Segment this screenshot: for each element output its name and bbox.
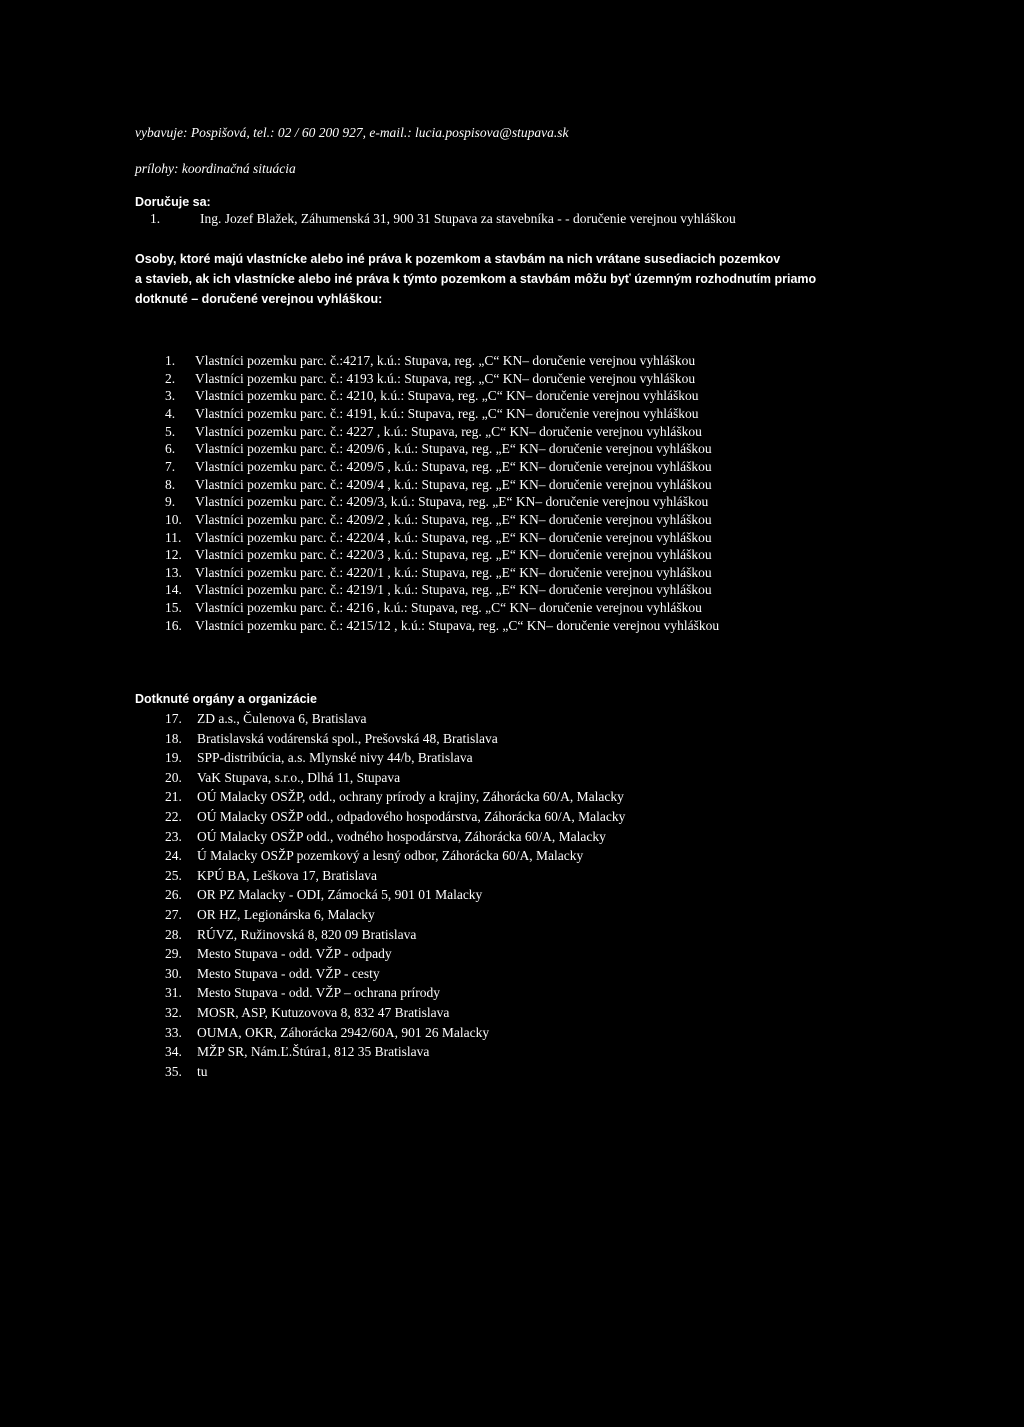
organ-list-item-text: SPP-distribúcia, a.s. Mlynské nivy 44/b, Bratislava: [197, 750, 473, 766]
owner-list-item-text: Vlastníci pozemku parc. č.: 4209/3, k.ú.: Stupava, reg. „E“ KN– doručenie verejnou vyhláškou: [195, 494, 709, 510]
owner-list-item-text: Vlastníci pozemku parc. č.: 4215/12 , k.ú.: Stupava, reg. „C“ KN– doručenie verejnou vyhláškou: [195, 617, 720, 633]
organ-list-item-number: 35.: [165, 1063, 182, 1079]
owner-list-item-text: Vlastníci pozemku parc. č.: 4219/1 , k.ú.: Stupava, reg. „E“ KN– doručenie verejnou vyhláškou: [195, 582, 712, 598]
owner-list-item-number: 3.: [165, 388, 176, 404]
owner-list-item-number: 1.: [165, 353, 176, 368]
organ-list-item-number: 28.: [165, 926, 182, 942]
organ-list-item: [165, 886, 482, 904]
owner-list-item: [165, 387, 699, 405]
owner-list-item-text: Vlastníci pozemku parc. č.: 4209/4 , k.ú.: Stupava, reg. „E“ KN– doručenie verejnou vyhláškou: [195, 476, 712, 492]
organ-list-item: [165, 984, 440, 1002]
owner-list-item-number: 5.: [165, 423, 176, 439]
organ-list-item-number: 22.: [165, 809, 182, 824]
owner-list-item: [165, 599, 702, 617]
owner-list-item: [165, 511, 712, 529]
owner-list-item-number: 15.: [165, 600, 182, 616]
owner-list-item: [165, 493, 708, 511]
organ-list-item-text: OR PZ Malacky - ODI, Zámocká 5, 901 01 Malacky: [197, 887, 483, 903]
owner-list-item-number: 13.: [165, 564, 182, 580]
organ-list-item: [165, 867, 377, 885]
owner-list-item-text: Vlastníci pozemku parc. č.: 4209/6 , k.ú.: Stupava, reg. „E“ KN– doručenie verejnou vyhláškou: [195, 441, 712, 457]
organ-list-item: [165, 926, 416, 944]
owner-list-item-text: Vlastníci pozemku parc. č.: 4191, k.ú.: Stupava, reg. „C“ KN– doručenie verejnou vyhláškou: [195, 405, 699, 421]
owner-list-item: [165, 617, 719, 635]
organ-list-item: [165, 1004, 449, 1022]
delivery-heading: Doručuje sa:: [135, 195, 211, 209]
organ-list-item-text: MŽP SR, Nám.Ľ.Štúra1, 812 35 Bratislava: [197, 1044, 430, 1060]
organ-list-item-text: KPÚ BA, Leškova 17, Bratislava: [197, 867, 377, 883]
delivery-item-text: Ing. Jozef Blažek, Záhumenská 31, 900 31 Stupava za stavebníka - - doručenie verejnou vyhláškou: [200, 211, 736, 226]
organ-list-item: [165, 749, 473, 767]
organ-list-item: [165, 828, 606, 846]
organ-list-item-text: Ú Malacky OSŽP pozemkový a lesný odbor, Záhorácka 60/A, Malacky: [197, 848, 584, 864]
owner-list-item: [165, 564, 712, 582]
owner-list-item-number: 7.: [165, 458, 176, 474]
owner-list-item-number: 8.: [165, 476, 176, 492]
organ-list-item-number: 30.: [165, 965, 182, 981]
organ-list-item-number: 31.: [165, 985, 182, 1001]
organ-list-item-text: ZD a.s., Čulenova 6, Bratislava: [197, 711, 367, 726]
organ-list-item: [165, 1024, 489, 1042]
owner-list-item: [165, 370, 695, 388]
organ-list-item: [165, 847, 583, 865]
organ-list-item-number: 18.: [165, 730, 182, 746]
organ-list-item: [165, 730, 498, 748]
organ-list-item-number: 19.: [165, 750, 182, 766]
owner-list-item-text: Vlastníci pozemku parc. č.: 4209/5 , k.ú.: Stupava, reg. „E“ KN– doručenie verejnou vyhláškou: [195, 458, 712, 474]
owners-paragraph-line-1: Osoby, ktoré majú vlastnícke alebo iné práva k pozemkom a stavbám na nich vrátane susediacich pozemkov: [135, 252, 781, 266]
organ-list-item-text: Bratislavská vodárenská spol., Prešovská 48, Bratislava: [197, 730, 498, 746]
owner-list-item: [165, 581, 712, 599]
owners-paragraph-line-3: dotknuté – doručené verejnou vyhláškou:: [135, 292, 383, 306]
owner-list-item-number: 11.: [165, 529, 182, 545]
owner-list-item: [165, 405, 699, 423]
owner-list-item-number: 2.: [165, 370, 176, 386]
owner-list-item-text: Vlastníci pozemku parc. č.: 4209/2 , k.ú.: Stupava, reg. „E“ KN– doručenie verejnou vyhláškou: [195, 511, 712, 527]
owner-list-item-text: Vlastníci pozemku parc. č.: 4193 k.ú.: Stupava, reg. „C“ KN– doručenie verejnou vyhláškou: [195, 370, 696, 386]
owner-list-item: [165, 476, 712, 494]
owner-list-item-text: Vlastníci pozemku parc. č.:4217, k.ú.: Stupava, reg. „C“ KN– doručenie verejnou vyhláškou: [195, 353, 696, 368]
contact-line: vybavuje: Pospišová, tel.: 02 / 60 200 927, e-mail.: lucia.pospisova@stupava.sk: [135, 125, 569, 140]
owner-list-item-number: 14.: [165, 582, 182, 598]
owner-list-item: [165, 423, 702, 441]
owner-list-item: [165, 458, 712, 476]
organ-list-item-text: RÚVZ, Ružinovská 8, 820 09 Bratislava: [197, 926, 417, 942]
organ-list-item: [165, 710, 366, 728]
organ-list-item: [165, 965, 380, 983]
organ-list-item-text: Mesto Stupava - odd. VŽP - odpady: [197, 946, 392, 962]
owners-paragraph-line-2: a stavieb, ak ich vlastnícke alebo iné práva k týmto pozemkom a stavbám môžu byť územným rozhodnutím priamo: [135, 272, 817, 286]
owner-list-item-text: Vlastníci pozemku parc. č.: 4210, k.ú.: Stupava, reg. „C“ KN– doručenie verejnou vyhláškou: [195, 388, 699, 404]
organ-list-item-number: 23.: [165, 828, 182, 844]
delivery-item-number: 1.: [150, 211, 161, 226]
organ-list-item-text: MOSR, ASP, Kutuzovova 8, 832 47 Bratislava: [197, 1005, 450, 1020]
delivery-item-1: [150, 211, 736, 227]
organ-list-item-text: VaK Stupava, s.r.o., Dlhá 11, Stupava: [197, 769, 401, 785]
organ-list-item: [165, 769, 400, 787]
organ-list-item-number: 32.: [165, 1005, 182, 1020]
organ-list-item-text: OR HZ, Legionárska 6, Malacky: [197, 907, 375, 922]
owner-list-item-text: Vlastníci pozemku parc. č.: 4216 , k.ú.: Stupava, reg. „C“ KN– doručenie verejnou vyhláškou: [195, 600, 702, 616]
organ-list-item-text: OUMA, OKR, Záhorácka 2942/60A, 901 26 Malacky: [197, 1024, 490, 1040]
organ-list-item: [165, 945, 392, 963]
owner-list-item-text: Vlastníci pozemku parc. č.: 4220/4 , k.ú.: Stupava, reg. „E“ KN– doručenie verejnou vyhláškou: [195, 529, 712, 545]
owner-list-item-number: 9.: [165, 494, 176, 510]
owner-list-item-text: Vlastníci pozemku parc. č.: 4220/1 , k.ú.: Stupava, reg. „E“ KN– doručenie verejnou vyhláškou: [195, 564, 712, 580]
organ-list-item: [165, 906, 375, 924]
organ-list-item-text: OÚ Malacky OSŽP, odd., ochrany prírody a krajiny, Záhorácka 60/A, Malacky: [197, 789, 624, 805]
organ-list-item-text: tu: [197, 1063, 208, 1079]
organ-list-item-number: 26.: [165, 887, 182, 903]
owner-list-item: [165, 546, 712, 564]
organ-list-item-number: 17.: [165, 711, 182, 726]
owner-list-item-text: Vlastníci pozemku parc. č.: 4227 , k.ú.: Stupava, reg. „C“ KN– doručenie verejnou vyhláškou: [195, 423, 702, 439]
owner-list-item: [165, 352, 695, 370]
organ-list-item-text: Mesto Stupava - odd. VŽP - cesty: [197, 965, 380, 981]
organ-list-item-number: 27.: [165, 907, 182, 922]
owner-list-item-text: Vlastníci pozemku parc. č.: 4220/3 , k.ú.: Stupava, reg. „E“ KN– doručenie verejnou vyhláškou: [195, 547, 712, 563]
organ-list-item-number: 24.: [165, 848, 182, 864]
organs-heading: Dotknuté orgány a organizácie: [135, 692, 317, 706]
owner-list-item-number: 12.: [165, 547, 182, 563]
organ-list-item-text: OÚ Malacky OSŽP odd., vodného hospodárstva, Záhorácka 60/A, Malacky: [197, 828, 606, 844]
organ-list-item-number: 29.: [165, 946, 182, 962]
attachments-line: prílohy: koordinačná situácia: [135, 161, 296, 176]
owner-list-item-number: 4.: [165, 405, 176, 421]
organ-list-item-number: 20.: [165, 769, 182, 785]
organ-list-item-number: 21.: [165, 789, 182, 805]
organ-list-item-text: Mesto Stupava - odd. VŽP – ochrana prírody: [197, 985, 440, 1001]
organ-list-item: [165, 1043, 429, 1061]
owner-list-item-number: 10.: [165, 511, 182, 527]
organ-list-item: [165, 788, 624, 806]
organ-list-item-number: 25.: [165, 867, 182, 883]
owner-list-item: [165, 529, 712, 547]
organ-list-item-text: OÚ Malacky OSŽP odd., odpadového hospodárstva, Záhorácka 60/A, Malacky: [197, 809, 626, 824]
owner-list-item: [165, 440, 712, 458]
organ-list-item-number: 34.: [165, 1044, 182, 1060]
owner-list-item-number: 6.: [165, 441, 176, 457]
owner-list-item-number: 16.: [165, 617, 182, 633]
organ-list-item: [165, 1063, 208, 1081]
organ-list-item-number: 33.: [165, 1024, 182, 1040]
organ-list-item: [165, 808, 625, 826]
